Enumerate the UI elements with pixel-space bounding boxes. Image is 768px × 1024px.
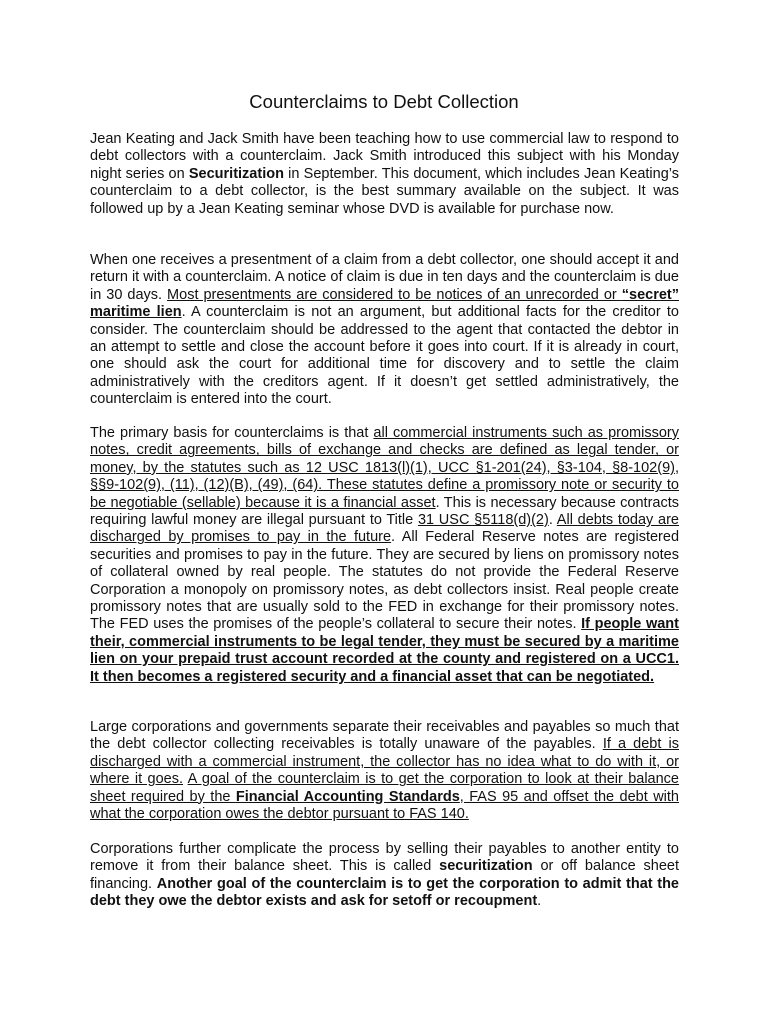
text-run: , FAS 95 and offset the debt with what the corporation owes the debtor pursuant to FAS 140. — [90, 788, 679, 823]
text-run: If people want their, commercial instruments to be legal tender, they must be secured by a maritime lien on your prepaid trust account recorded at the county and registered on a UCC1. It then becomes a registered security and a financial asset that can be negotiated. — [90, 616, 679, 685]
text-run: A goal of the counterclaim is to get the corporation to look at their balance sheet required by the — [90, 771, 679, 805]
text-run: The primary basis for counterclaims is that — [90, 425, 374, 441]
text-run: . — [548, 512, 557, 529]
paragraph-presentment — [90, 252, 679, 409]
text-run: in September. This document, which includes Jean Keating’s counterclaim to a debt collector, is the best summary available on the subject. It was followed up by a Jean Keating seminar whose DVD is available for purchase now. — [90, 165, 679, 217]
text-run: Financial Accounting Standards — [235, 788, 460, 805]
text-run: Most presentments are considered to be notices of an unrecorded or — [167, 286, 622, 303]
text-run: All debts today are discharged by promises to pay in the future — [90, 512, 679, 546]
text-run: If a debt is discharged with a commercial instrument, the collector has no idea what to do with it, or where it goes. — [90, 736, 679, 788]
text-run: 31 USC §5118(d)(2) — [417, 512, 549, 529]
text-run: Jean Keating and Jack Smith have been teaching how to use commercial law to respond to debt collectors with a counterclaim. Jack Smith introduced this subject with his Monday night series on — [90, 131, 679, 182]
paragraph-primary-basis — [90, 425, 679, 686]
text-run: Another goal of the counterclaim is to get the corporation to admit that the debt they owe the debtor exists and ask for setoff or recoupment — [90, 875, 679, 910]
text-run: . — [537, 893, 542, 910]
document-title: Counterclaims to Debt Collection — [249, 91, 519, 112]
text-run: or off balance sheet financing. — [90, 858, 679, 892]
text-run: all commercial instruments such as promissory notes, credit agreements, bills of exchange and checks are defined as legal tender, or money, by the statutes such as 12 USC 1813(l)(1), UCC §1-201(24), §3-104, §8-102(9), §§9-102(9), (11), (12)(B), (49), (64). These statutes define a promissory note or security to be negotiable (sellable) because it is a financial asset — [90, 425, 679, 511]
text-run: “secret” maritime lien — [90, 286, 679, 321]
text-run: securitization — [439, 858, 533, 875]
paragraph-intro — [90, 131, 679, 218]
paragraph-securitization — [90, 841, 679, 911]
text-run: When one receives a presentment of a claim from a debt collector, one should accept it and return it with a counterclaim. A notice of claim is due in ten days and the counterclaim is due in 30 days. — [90, 252, 679, 303]
paragraph-receivables-payables — [90, 719, 679, 823]
text-run: . This is necessary because contracts requiring lawful money are illegal pursuant to Title — [90, 494, 679, 529]
text-run: Large corporations and governments separate their receivables and payables so much that the debt collector collecting receivables is totally unaware of the payables. — [90, 719, 679, 753]
text-run: . All Federal Reserve notes are registered securities and promises to pay in the future. They are secured by liens on promissory notes of collateral owned by real people. The statutes do not provide the Federal Reserve Corporation a monopoly on promissory notes, as debt collectors insist. Real people create promissory notes that are usually sold to the FED in exchange for their promissory notes. The FED uses the promises of the people’s collateral to secure their notes. — [90, 529, 680, 633]
text-run: Corporations further complicate the process by selling their payables to another entity to remove it from their balance sheet. This is called — [90, 841, 679, 875]
text-run: Securitization — [188, 165, 284, 182]
text-run: . A counterclaim is not an argument, but additional facts for the creditor to consider. The counterclaim should be addressed to the agent that contacted the debtor in an attempt to settle and close the account before it goes into court. If it is already in court, one should ask the court for additional time for discovery and to settle the claim administratively with the creditors agent. If it doesn’t get settled administratively, the counterclaim is entered into the court. — [90, 304, 679, 408]
